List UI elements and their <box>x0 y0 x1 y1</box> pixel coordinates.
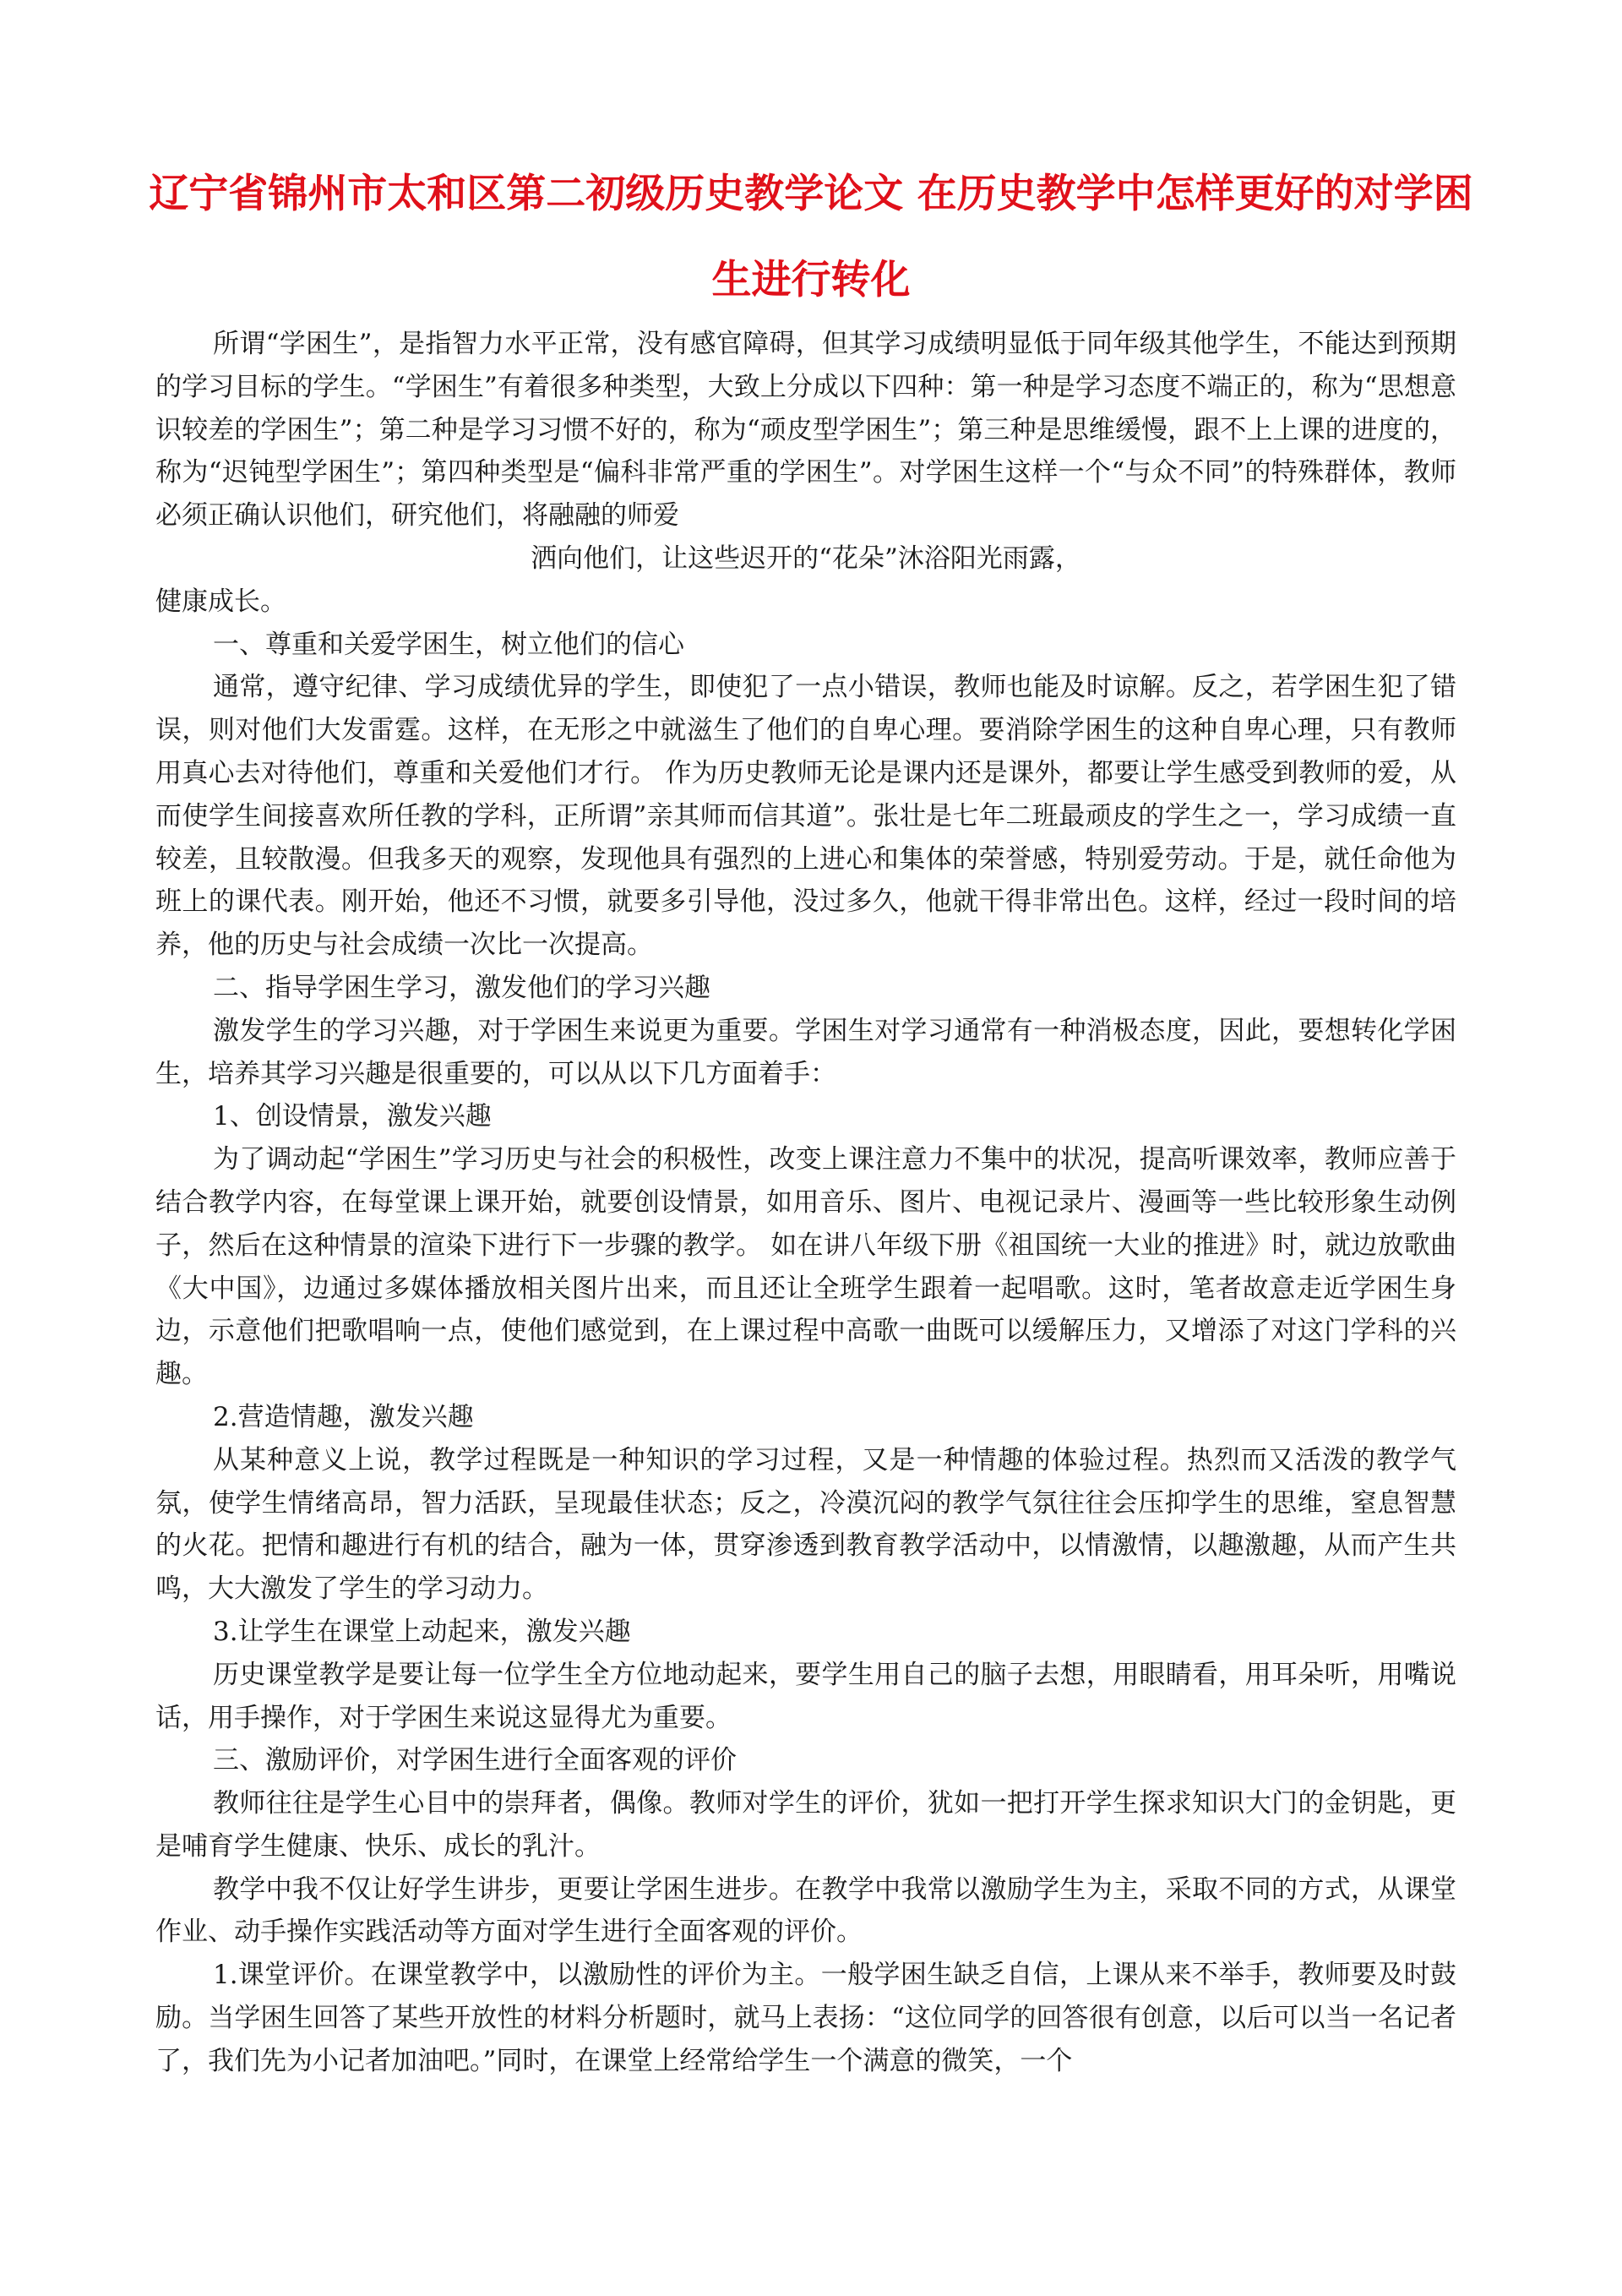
subsection-1-paragraph: 为了调动起“学困生”学习历史与社会的积极性，改变上课注意力不集中的状况，提高听课效率，教师应善于结合教学内容，在每堂课上课开始，就要创设情景，如用音乐、图片、电视记录片、漫画等一些比较形象生动例子，然后在这种情景的渲染下进行下一步骤的教学。 如在讲八年级下册《祖国统一大业的推进》时，就边放歌曲《大中国》，边通过多媒体播放相关图片出来，而且还让全班学生跟着一起唱歌。这时，笔者故意走近学困生身边，示意他们把歌唱响一点，使他们感觉到，在上课过程中高歌一曲既可以缓解压力，又增添了对这门学科的兴趣。 <box>155 1144 1456 1390</box>
section-2-paragraph: 激发学生的学习兴趣，对于学困生来说更为重要。学困生对学习通常有一种消极态度，因此，要想转化学困生，培养其学习兴趣是很重要的，可以从以下几方面着手： <box>155 1015 1456 1089</box>
section-3-paragraph-2: 教学中我不仅让好学生讲步，更要让学困生进步。在教学中我常以激励学生为主，采取不同的方式，从课堂作业、动手操作实践活动等方面对学生进行全面客观的评价。 <box>155 1873 1456 1948</box>
intro-centered-line: 洒向他们，让这些迟开的“花朵”沐浴阳光雨露， <box>531 543 1081 574</box>
subsection-3-paragraph: 历史课堂教学是要让每一位学生全方位地动起来，要学生用自己的脑子去想，用眼睛看，用耳朵听，用嘴说话，用手操作，对于学困生来说这显得尤为重要。 <box>155 1659 1456 1733</box>
subsection-1-heading: 1、创设情景，激发兴趣 <box>213 1101 492 1132</box>
section-3-paragraph-3: 1.课堂评价。在课堂教学中，以激励性的评价为主。一般学困生缺乏自信，上课从来不举手，教师要及时鼓励。当学困生回答了某些开放性的材料分析题时，就马上表扬：“这位同学的回答很有创意，以后可以当一名记者了，我们先为小记者加油吧。”同时，在课堂上经常给学生一个满意的微笑，一个 <box>155 1960 1456 2076</box>
subsection-2-paragraph: 从某种意义上说，教学过程既是一种知识的学习过程，又是一种情趣的体验过程。热烈而又活泼的教学气氛，使学生情绪高昂，智力活跃，呈现最佳状态；反之，冷漠沉闷的教学气氛往往会压抑学生的思维，窒息智慧的火花。把情和趣进行有机的结合，融为一体，贯穿渗透到教育教学活动中，以情激情，以趣激趣，从而产生共鸣，大大激发了学生的学习动力。 <box>155 1444 1456 1605</box>
document-body <box>155 323 1456 2083</box>
document-title-line-1: 辽宁省锦州市太和区第二初级历史教学论文 在历史教学中怎样更好的对学困 <box>149 171 1473 217</box>
section-1-heading: 一、尊重和关爱学困生，树立他们的信心 <box>213 629 684 660</box>
subsection-2-heading: 2.营造情趣，激发兴趣 <box>213 1401 474 1432</box>
section-3-paragraph-1: 教师往往是学生心目中的崇拜者，偶像。教师对学生的评价，犹如一把打开学生探求知识大门的金钥匙，更是哺育学生健康、快乐、成长的乳汁。 <box>155 1788 1456 1862</box>
intro-paragraph: 所谓“学困生”，是指智力水平正常，没有感官障碍，但其学习成绩明显低于同年级其他学生，不能达到预期的学习目标的学生。“学困生”有着很多种类型，大致上分成以下四种：第一种是学习态度不端正的，称为“思想意识较差的学困生”；第二种是学习习惯不好的，称为“顽皮型学困生”；第三种是思维缓慢，跟不上上课的进度的，称为“迟钝型学困生”；第四种类型是“偏科非常严重的学困生”。对学困生这样一个“与众不同”的特殊群体，教师必须正确认识他们，研究他们，将融融的师爱 <box>155 329 1456 532</box>
section-3-heading: 三、激励评价，对学困生进行全面客观的评价 <box>213 1745 737 1776</box>
section-2-heading: 二、指导学困生学习，激发他们的学习兴趣 <box>213 972 710 1003</box>
subsection-3-heading: 3.让学生在课堂上动起来，激发兴趣 <box>213 1616 631 1647</box>
intro-tail: 健康成长。 <box>155 586 286 617</box>
document-title-line-2: 生进行转化 <box>711 257 911 303</box>
section-1-paragraph: 通常，遵守纪律、学习成绩优异的学生，即使犯了一点小错误，教师也能及时谅解。反之，若学困生犯了错误，则对他们大发雷霆。这样，在无形之中就滋生了他们的自卑心理。要消除学困生的这种自卑心理，只有教师用真心去对待他们，尊重和关爱他们才行。 作为历史教师无论是课内还是课外，都要让学生感受到教师的爱，从而使学生间接喜欢所任教的学科，正所谓”亲其师而信其道”。张壮是七年二班最顽皮的学生之一，学习成绩一直较差，且较散漫。但我多天的观察，发现他具有强烈的上进心和集体的荣誉感，特别爱劳动。于是，就任命他为班上的课代表。刚开始，他还不习惯，就要多引导他，没过多久，他就干得非常出色。这样，经过一段时间的培养，他的历史与社会成绩一次比一次提高。 <box>155 672 1456 961</box>
